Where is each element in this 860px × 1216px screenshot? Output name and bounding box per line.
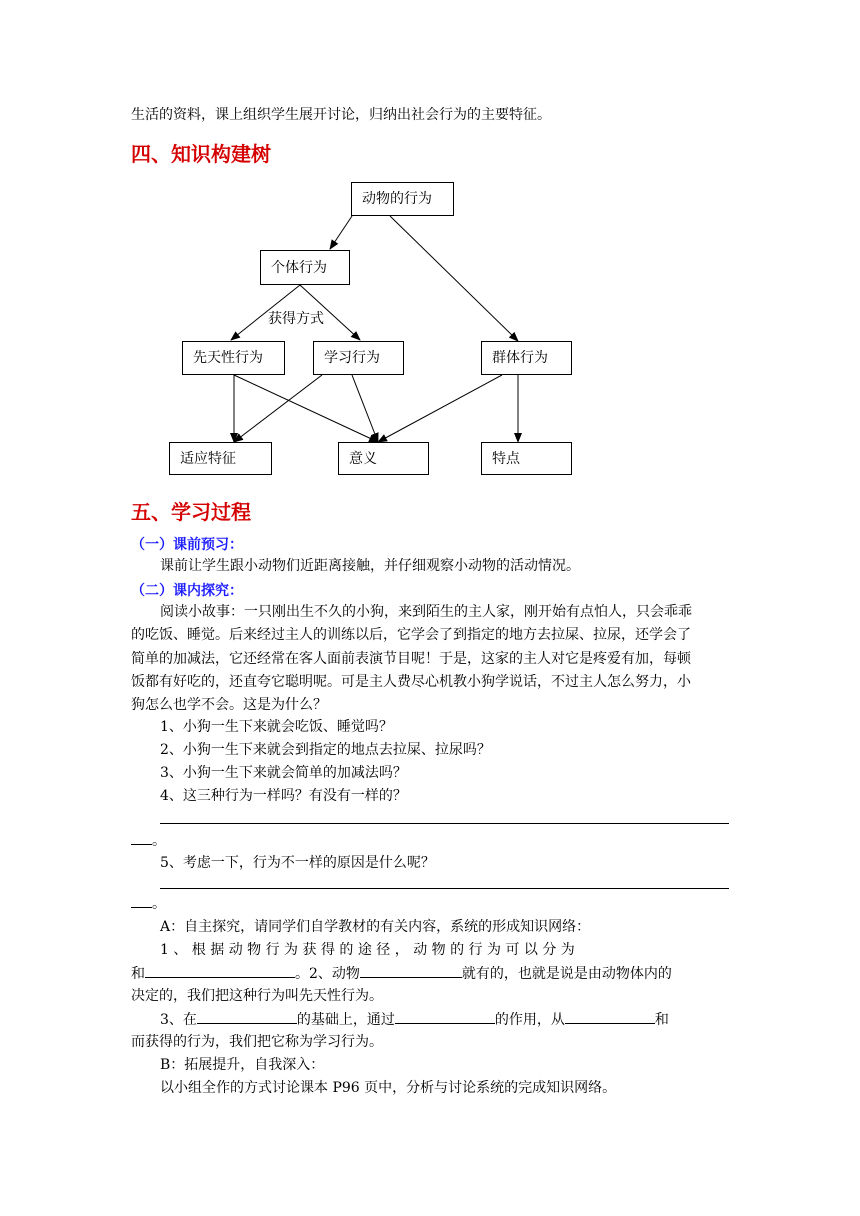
answer-line-q5[interactable] (160, 888, 729, 889)
node-group-behavior: 群体行为 (481, 341, 572, 375)
fill-2-line-2: 决定的，我们把这种行为叫先天性行为。 (131, 988, 383, 1004)
fill-1-line-1: 1 、 根 据 动 物 行 为 获 得 的 途 径 ， 动 物 的 行 为 可 以 分 为 (160, 942, 575, 958)
preview-text: 课前让学生跟小动物们近距离接触，并仔细观察小动物的活动情况。 (160, 558, 580, 574)
fill-1-line-2 (131, 963, 672, 984)
arrow-root-individual (330, 216, 352, 249)
node-animal-behavior: 动物的行为 (351, 182, 454, 216)
story-line-5: 狗怎么也学不会。这是为什么？ (131, 697, 327, 713)
node-features: 特点 (481, 442, 572, 475)
period-mark-q5: 。 (152, 896, 166, 912)
fill-3-through: 的基础上，通过 (296, 1012, 395, 1028)
part-b-text: 以小组全作的方式讨论课本 P96 页中，分析与讨论系统的完成知识网络。 (160, 1080, 617, 1096)
period-mark-q4: 。 (152, 833, 166, 849)
node-adaptive-features: 适应特征 (169, 442, 272, 475)
answer-line-q4-tail[interactable] (131, 830, 152, 845)
answer-line-q5-tail[interactable] (131, 893, 152, 908)
blank-source[interactable] (565, 1009, 655, 1024)
story-line-3: 简单的加减法，它还经常在客人面前表演节目呢！于是，这家的主人对它是疼爱有加，每顿 (131, 651, 691, 667)
story-line-1: 阅读小故事：一只刚出生不久的小狗，来到陌生的主人家，刚开始有点怕人，只会乖乖 (160, 604, 692, 620)
intro-line: 生活的资料，课上组织学生展开讨论，归纳出社会行为的主要特征。 (131, 107, 551, 123)
answer-line-q4-end (131, 830, 166, 851)
part-b-title: B：拓展提升，自我深入： (160, 1057, 325, 1073)
fill-3-and: 和 (654, 1012, 669, 1028)
arrow-root-group (390, 216, 518, 341)
fill-3-line-2: 而获得的行为，我们把它称为学习行为。 (131, 1034, 383, 1050)
fill-2-prefix: 。2、动物 (295, 966, 360, 982)
node-meaning: 意义 (338, 442, 429, 475)
section-4-title: 四、知识构建树 (131, 142, 271, 166)
part-a-title: A：自主探究，请同学们自学教材的有关内容，系统的形成知识网络： (160, 919, 591, 935)
node-individual-behavior: 个体行为 (260, 250, 350, 285)
label-acquire-method: 获得方式 (268, 311, 324, 327)
fill-2-suffix: 就有的，也就是说是由动物体内的 (461, 966, 672, 982)
subsection-preview-title: （一）课前预习： (131, 537, 243, 553)
fill-3-from: 的作用，从 (494, 1012, 565, 1028)
fill-1-and: 和 (131, 966, 145, 982)
question-4: 4、这三种行为一样吗？有没有一样的？ (160, 788, 407, 804)
arrow-learned-adapt (234, 375, 322, 442)
question-2: 2、小狗一生下来就会到指定的地点去拉屎、拉尿吗？ (160, 742, 491, 758)
arrow-group-meaning (378, 375, 502, 442)
fill-3-line-1 (160, 1009, 669, 1030)
fill-3-prefix: 3、在 (160, 1012, 197, 1028)
question-5: 5、考虑一下，行为不一样的原因是什么呢？ (160, 855, 435, 871)
blank-behavior-type[interactable] (145, 963, 295, 978)
story-line-4: 饭都有好吃的，还直夸它聪明呢。可是主人费尽心机教小狗学说话，不过主人怎么努力，小 (131, 674, 691, 690)
node-innate-behavior: 先天性行为 (182, 341, 285, 375)
section-5-title: 五、学习过程 (131, 500, 251, 524)
blank-effect[interactable] (395, 1009, 495, 1024)
blank-basis[interactable] (197, 1009, 297, 1024)
answer-line-q4[interactable] (160, 823, 729, 824)
blank-innate-born[interactable] (360, 963, 462, 978)
question-3: 3、小狗一生下来就会简单的加减法吗？ (160, 765, 407, 781)
answer-line-q5-end (131, 893, 166, 914)
subsection-explore-title: （二）课内探究： (131, 583, 243, 599)
question-1: 1、小狗一生下来就会吃饭、睡觉吗？ (160, 719, 393, 735)
story-line-2: 的吃饭、睡觉。后来经过主人的训练以后，它学会了到指定的地方去拉屎、拉尿，还学会了 (131, 627, 691, 643)
node-learned-behavior: 学习行为 (313, 341, 404, 375)
